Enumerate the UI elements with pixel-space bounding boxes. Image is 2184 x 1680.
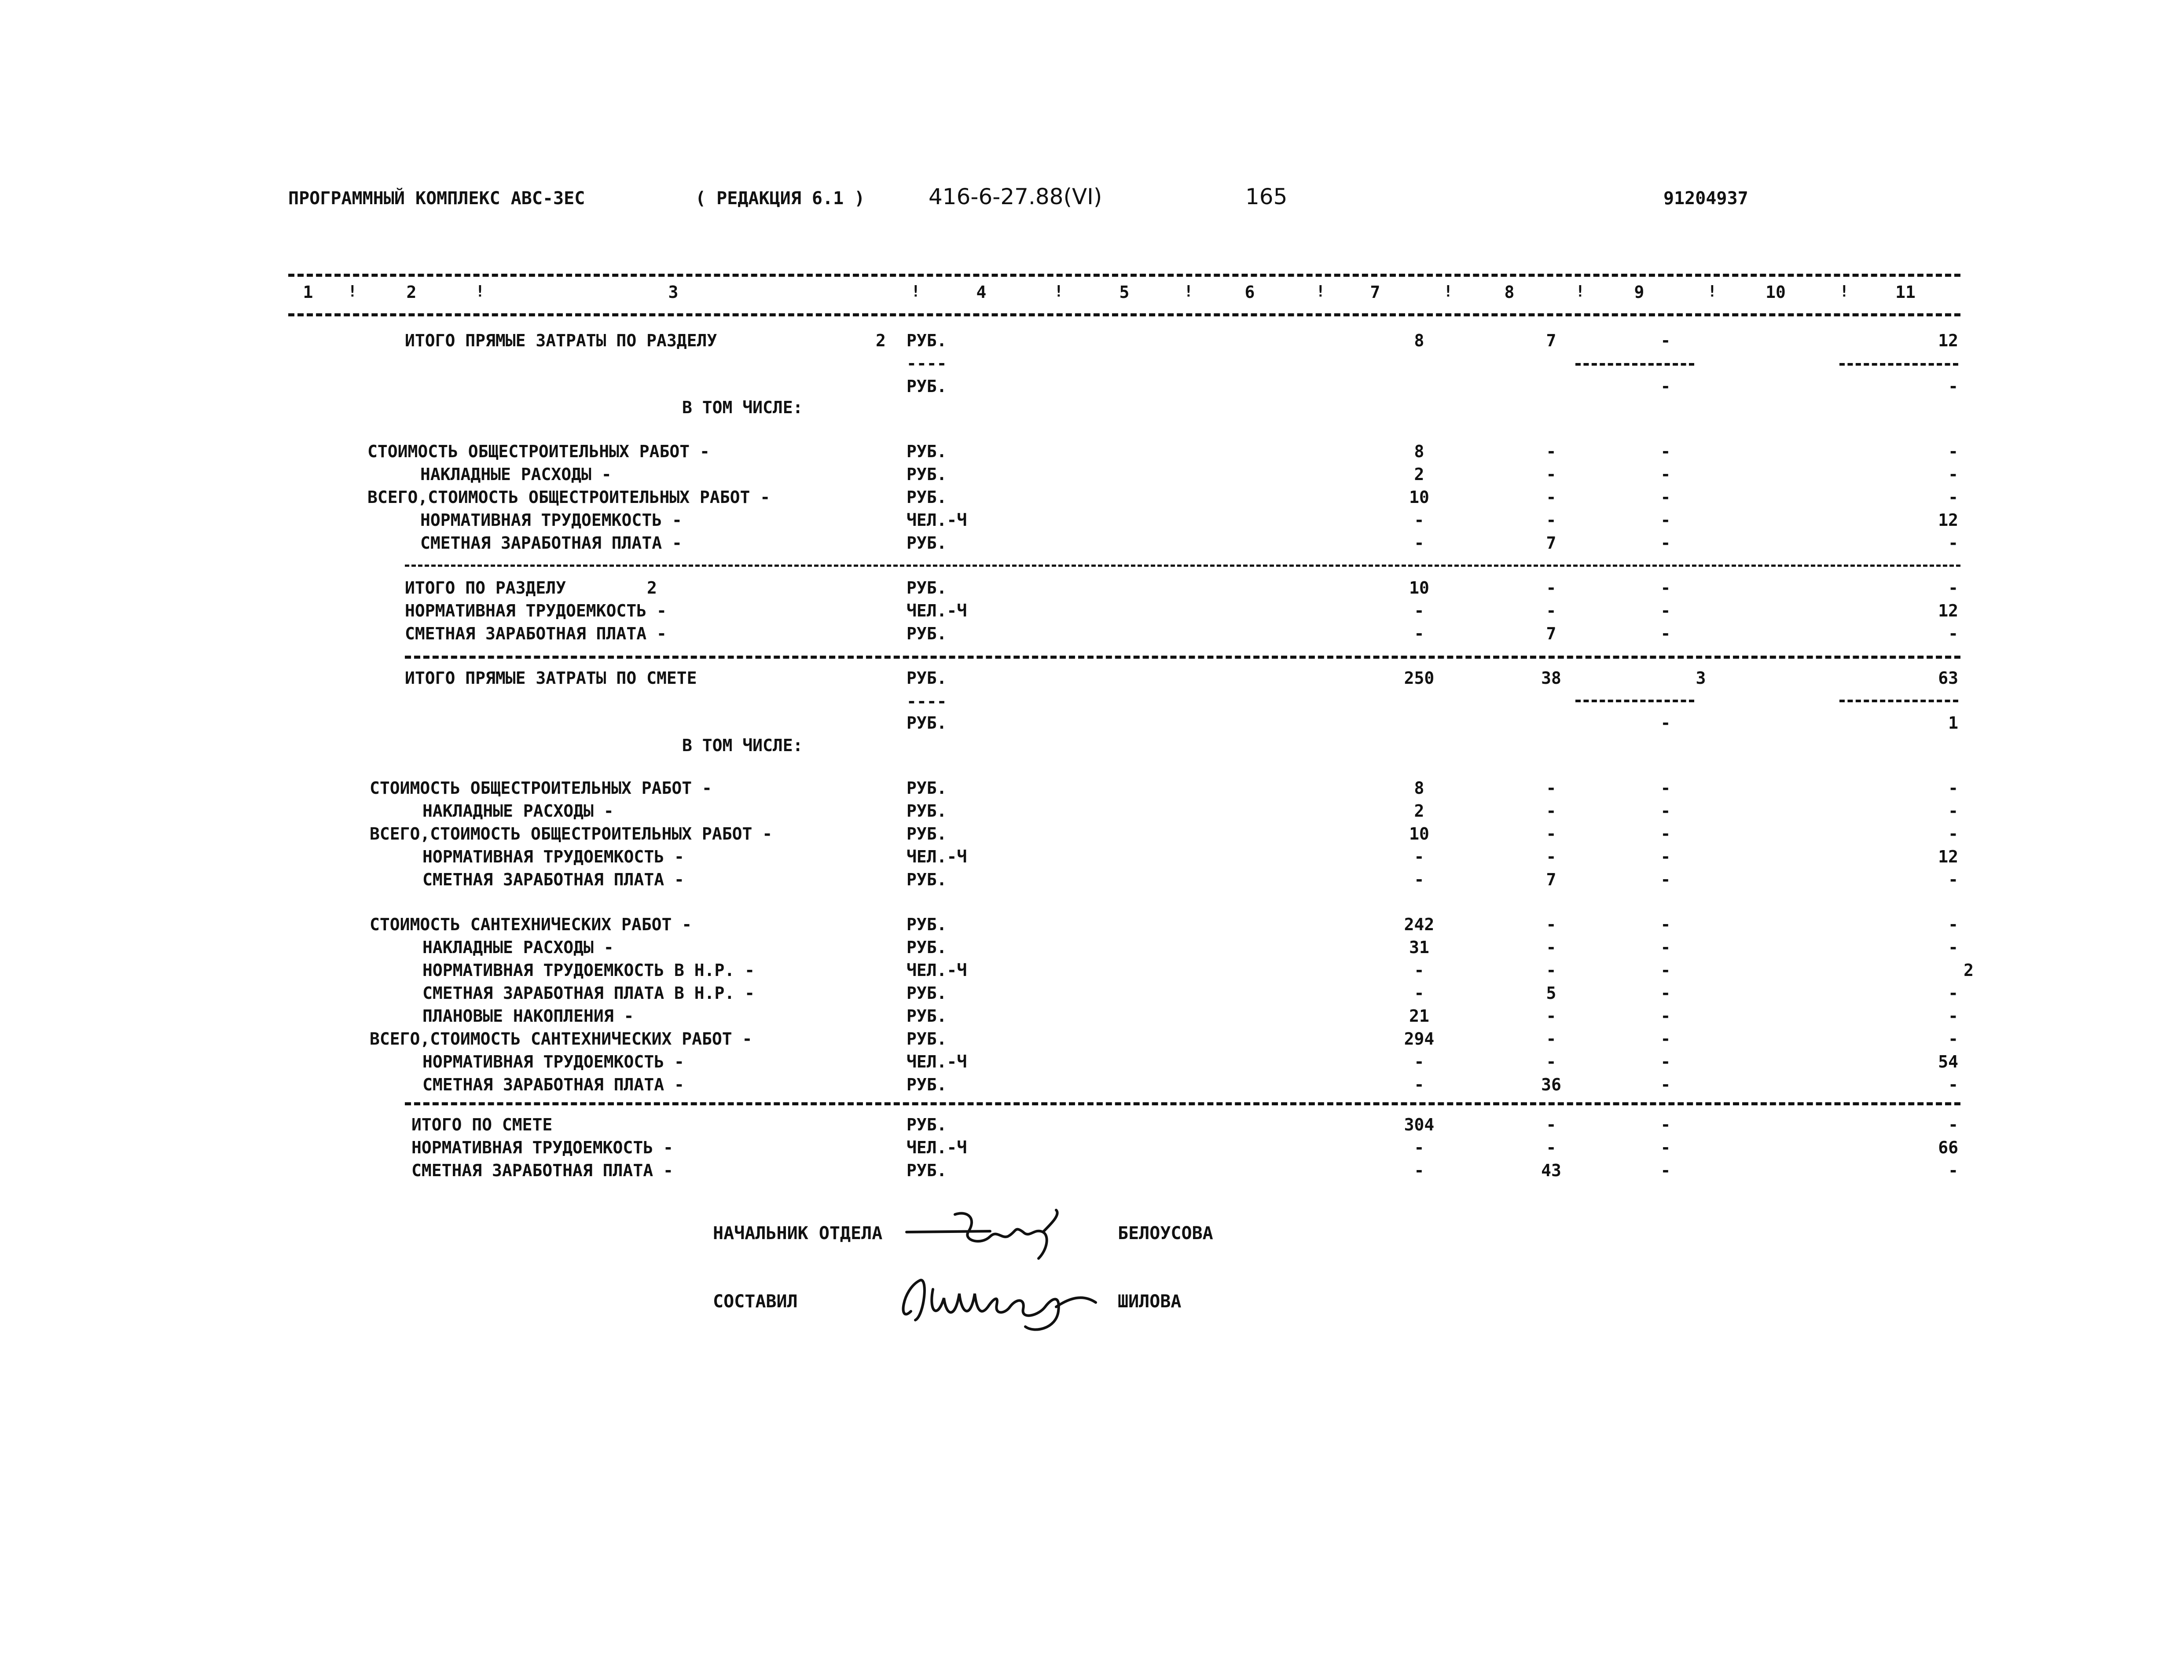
col9-value: - xyxy=(1660,870,1671,889)
col11-value: - xyxy=(1948,1029,1958,1049)
unit: РУБ. xyxy=(907,331,947,350)
row-label: НАКЛАДНЫЕ РАСХОДЫ - xyxy=(420,465,612,484)
col8-value: - xyxy=(1546,801,1556,821)
col9-value: - xyxy=(1660,465,1671,484)
col7-value: 10 xyxy=(1409,488,1429,507)
column-number: 8 xyxy=(1504,282,1515,302)
column-number: 7 xyxy=(1370,282,1380,302)
table-header-rule xyxy=(288,313,1960,316)
column-number: 4 xyxy=(976,282,987,302)
col7-value: 10 xyxy=(1409,824,1429,844)
col9-value: - xyxy=(1660,488,1671,507)
unit-dash: ---- xyxy=(907,692,947,711)
unit: РУБ. xyxy=(907,1029,947,1049)
unit: РУБ. xyxy=(907,713,947,733)
unit: РУБ. xyxy=(907,442,947,461)
col7-value: - xyxy=(1414,983,1424,1003)
col8-value: - xyxy=(1546,578,1556,598)
handwritten-signature xyxy=(893,1263,1122,1339)
col11-value: - xyxy=(1948,938,1958,957)
col9-value: - xyxy=(1660,713,1671,733)
col7-value: - xyxy=(1414,961,1424,980)
column-separator: ! xyxy=(911,282,921,301)
col9-value: - xyxy=(1660,578,1671,598)
column-number: 3 xyxy=(668,282,679,302)
col8-value: 7 xyxy=(1546,624,1556,643)
col11-value: - xyxy=(1948,824,1958,844)
unit-dash: ---- xyxy=(907,354,947,373)
col8-value: 5 xyxy=(1546,983,1556,1003)
unit: РУБ. xyxy=(907,533,947,553)
col8-value: 36 xyxy=(1541,1075,1561,1094)
col7-value: 8 xyxy=(1414,442,1424,461)
row-label: НОРМАТИВНАЯ ТРУДОЕМКОСТЬ В Н.Р. - xyxy=(422,961,755,980)
unit: РУБ. xyxy=(907,1161,947,1180)
row-label: ИТОГО ПРЯМЫЕ ЗАТРАТЫ ПО РАЗДЕЛУ xyxy=(405,331,717,350)
signature-name: ШИЛОВА xyxy=(1118,1291,1182,1312)
col8-value: - xyxy=(1546,824,1556,844)
row-label: НОРМАТИВНАЯ ТРУДОЕМКОСТЬ - xyxy=(411,1138,673,1157)
document-number: 91204937 xyxy=(1663,188,1748,209)
col7-value: - xyxy=(1414,1138,1424,1157)
section-number: 2 xyxy=(876,331,886,350)
col9-value: - xyxy=(1660,1161,1671,1180)
row-label: ИТОГО ПРЯМЫЕ ЗАТРАТЫ ПО СМЕТЕ xyxy=(405,668,697,688)
col8-value: 7 xyxy=(1546,870,1556,889)
column-separator: ! xyxy=(475,282,485,301)
col11-value: 54 xyxy=(1938,1052,1958,1071)
subtotal-underline xyxy=(1839,363,1958,366)
row-label: ВСЕГО,СТОИМОСТЬ ОБЩЕСТРОИТЕЛЬНЫХ РАБОТ - xyxy=(370,824,773,844)
signature-title: НАЧАЛЬНИК ОТДЕЛА xyxy=(713,1223,883,1243)
col9-value: - xyxy=(1660,601,1671,620)
col11-value: - xyxy=(1948,624,1958,643)
col8-value: - xyxy=(1546,778,1556,798)
unit: РУБ. xyxy=(907,668,947,688)
column-separator: ! xyxy=(1316,282,1325,301)
column-separator: ! xyxy=(1184,282,1193,301)
col7-value: 10 xyxy=(1409,578,1429,598)
col8-value: 43 xyxy=(1541,1161,1561,1180)
col11-value: 63 xyxy=(1938,668,1958,688)
col7-value: 31 xyxy=(1409,938,1429,957)
including-label: В ТОМ ЧИСЛЕ: xyxy=(682,398,803,417)
col8-value: 7 xyxy=(1546,331,1556,350)
subtotal-underline xyxy=(1575,363,1694,366)
col8-value: 7 xyxy=(1546,533,1556,553)
col9-value: - xyxy=(1660,915,1671,934)
row-label: ВСЕГО,СТОИМОСТЬ ОБЩЕСТРОИТЕЛЬНЫХ РАБОТ - xyxy=(367,488,771,507)
column-separator: ! xyxy=(1575,282,1585,301)
unit: РУБ. xyxy=(907,824,947,844)
row-label: НОРМАТИВНАЯ ТРУДОЕМКОСТЬ - xyxy=(422,1052,684,1071)
col7-value: - xyxy=(1414,510,1424,530)
col9-value: - xyxy=(1660,377,1671,396)
col11-value: - xyxy=(1948,377,1958,396)
signature-name: БЕЛОУСОВА xyxy=(1118,1223,1213,1243)
col8-value: - xyxy=(1546,510,1556,530)
col8-value: - xyxy=(1546,442,1556,461)
col7-value: 242 xyxy=(1404,915,1435,934)
col9-value: - xyxy=(1660,1115,1671,1134)
col7-value: 294 xyxy=(1404,1029,1435,1049)
col9-value: - xyxy=(1660,624,1671,643)
col11-value: - xyxy=(1948,870,1958,889)
unit: РУБ. xyxy=(907,938,947,957)
col7-value: - xyxy=(1414,1161,1424,1180)
column-separator: ! xyxy=(1054,282,1064,301)
column-number: 9 xyxy=(1634,282,1644,302)
col11-value: - xyxy=(1948,442,1958,461)
column-separator: ! xyxy=(1839,282,1849,301)
col7-value: 2 xyxy=(1414,801,1424,821)
col11-value: - xyxy=(1948,533,1958,553)
col9-value: - xyxy=(1660,1052,1671,1071)
col7-value: - xyxy=(1414,533,1424,553)
unit: РУБ. xyxy=(907,578,947,598)
col9-value: - xyxy=(1660,983,1671,1003)
section-divider xyxy=(405,565,1960,567)
unit: РУБ. xyxy=(907,915,947,934)
col11-value: 2 xyxy=(1964,961,1974,980)
col9-value: - xyxy=(1660,847,1671,866)
col11-value: - xyxy=(1948,1115,1958,1134)
unit: ЧЕЛ.-Ч xyxy=(907,1052,967,1071)
col9-value: - xyxy=(1660,1006,1671,1026)
unit: ЧЕЛ.-Ч xyxy=(907,601,967,620)
column-number: 10 xyxy=(1766,282,1786,302)
section-divider xyxy=(405,1102,1960,1105)
project-code: 416-6-27.88(VI) xyxy=(929,184,1102,209)
row-label: ИТОГО ПО СМЕТЕ xyxy=(411,1115,553,1134)
col7-value: 8 xyxy=(1414,778,1424,798)
col8-value: - xyxy=(1546,1052,1556,1071)
including-label: В ТОМ ЧИСЛЕ: xyxy=(682,736,803,755)
signature-title: СОСТАВИЛ xyxy=(713,1291,798,1312)
unit: РУБ. xyxy=(907,488,947,507)
col9-value: - xyxy=(1660,801,1671,821)
col11-value: - xyxy=(1948,801,1958,821)
col7-value: - xyxy=(1414,1052,1424,1071)
unit: РУБ. xyxy=(907,377,947,396)
unit: РУБ. xyxy=(907,801,947,821)
col11-value: - xyxy=(1948,578,1958,598)
col7-value: - xyxy=(1414,847,1424,866)
row-label: СМЕТНАЯ ЗАРАБОТНАЯ ПЛАТА - xyxy=(422,1075,684,1094)
col7-value: - xyxy=(1414,624,1424,643)
edition: ( РЕДАКЦИЯ 6.1 ) xyxy=(695,188,865,209)
col9-value: - xyxy=(1660,1029,1671,1049)
unit: РУБ. xyxy=(907,1075,947,1094)
column-separator: ! xyxy=(1707,282,1717,301)
col7-value: - xyxy=(1414,870,1424,889)
col9-value: - xyxy=(1660,331,1671,350)
row-label: ВСЕГО,СТОИМОСТЬ САНТЕХНИЧЕСКИХ РАБОТ - xyxy=(370,1029,752,1049)
unit: РУБ. xyxy=(907,983,947,1003)
col7-value: - xyxy=(1414,601,1424,620)
unit: ЧЕЛ.-Ч xyxy=(907,1138,967,1157)
row-label: СМЕТНАЯ ЗАРАБОТНАЯ ПЛАТА - xyxy=(411,1161,673,1180)
unit: ЧЕЛ.-Ч xyxy=(907,510,967,530)
col7-value: 250 xyxy=(1404,668,1435,688)
col11-value: 12 xyxy=(1938,510,1958,530)
row-label: НОРМАТИВНАЯ ТРУДОЕМКОСТЬ - xyxy=(405,601,667,620)
row-label: СМЕТНАЯ ЗАРАБОТНАЯ ПЛАТА В Н.Р. - xyxy=(422,983,755,1003)
col11-value: - xyxy=(1948,915,1958,934)
col11-value: - xyxy=(1948,465,1958,484)
col8-value: - xyxy=(1546,488,1556,507)
unit: РУБ. xyxy=(907,1006,947,1026)
row-label: СМЕТНАЯ ЗАРАБОТНАЯ ПЛАТА - xyxy=(420,533,682,553)
col7-value: - xyxy=(1414,1075,1424,1094)
subtotal-underline xyxy=(1839,700,1958,702)
col9-value: - xyxy=(1660,1075,1671,1094)
row-label: НАКЛАДНЫЕ РАСХОДЫ - xyxy=(422,801,614,821)
col7-value: 8 xyxy=(1414,331,1424,350)
col11-value: - xyxy=(1948,1075,1958,1094)
col8-value: - xyxy=(1546,1138,1556,1157)
col8-value: - xyxy=(1546,938,1556,957)
col9-value: - xyxy=(1660,1138,1671,1157)
col11-value: - xyxy=(1948,488,1958,507)
col11-value: - xyxy=(1948,1161,1958,1180)
unit: РУБ. xyxy=(907,1115,947,1134)
row-label: НОРМАТИВНАЯ ТРУДОЕМКОСТЬ - xyxy=(422,847,684,866)
col7-value: 2 xyxy=(1414,465,1424,484)
col8-value: 38 xyxy=(1541,668,1561,688)
col8-value: - xyxy=(1546,847,1556,866)
col11-value: 66 xyxy=(1938,1138,1958,1157)
column-number: 1 xyxy=(303,282,313,302)
column-number: 11 xyxy=(1895,282,1916,302)
col7-value: 304 xyxy=(1404,1115,1435,1134)
section-number: 2 xyxy=(647,578,657,598)
col9-value: - xyxy=(1660,961,1671,980)
section-divider xyxy=(405,656,1960,659)
col8-value: - xyxy=(1546,915,1556,934)
col11-value: 12 xyxy=(1938,847,1958,866)
unit: ЧЕЛ.-Ч xyxy=(907,847,967,866)
col8-value: - xyxy=(1546,961,1556,980)
col11-value: - xyxy=(1948,778,1958,798)
row-label: СМЕТНАЯ ЗАРАБОТНАЯ ПЛАТА - xyxy=(405,624,667,643)
table-top-rule xyxy=(288,274,1960,277)
col9-value: - xyxy=(1660,442,1671,461)
col8-value: - xyxy=(1546,1006,1556,1026)
column-number: 5 xyxy=(1119,282,1130,302)
column-separator: ! xyxy=(1443,282,1453,301)
row-label: НАКЛАДНЫЕ РАСХОДЫ - xyxy=(422,938,614,957)
subtotal-underline xyxy=(1575,700,1694,702)
program-name: ПРОГРАММНЫЙ КОМПЛЕКС АВС-3ЕС xyxy=(288,188,585,209)
col9-value: 3 xyxy=(1696,668,1706,688)
column-separator: ! xyxy=(348,282,357,301)
col8-value: - xyxy=(1546,1029,1556,1049)
col9-value: - xyxy=(1660,778,1671,798)
row-label: СТОИМОСТЬ САНТЕХНИЧЕСКИХ РАБОТ - xyxy=(370,915,692,934)
col9-value: - xyxy=(1660,824,1671,844)
handwritten-signature xyxy=(902,1197,1122,1265)
unit: РУБ. xyxy=(907,778,947,798)
row-label: СТОИМОСТЬ ОБЩЕСТРОИТЕЛЬНЫХ РАБОТ - xyxy=(367,442,710,461)
unit: ЧЕЛ.-Ч xyxy=(907,961,967,980)
col11-value: 12 xyxy=(1938,331,1958,350)
unit: РУБ. xyxy=(907,465,947,484)
col8-value: - xyxy=(1546,465,1556,484)
column-number: 2 xyxy=(406,282,417,302)
col11-value: 12 xyxy=(1938,601,1958,620)
unit: РУБ. xyxy=(907,624,947,643)
col9-value: - xyxy=(1660,510,1671,530)
column-number: 6 xyxy=(1244,282,1255,302)
col11-value: 1 xyxy=(1948,713,1958,733)
col9-value: - xyxy=(1660,938,1671,957)
row-label: НОРМАТИВНАЯ ТРУДОЕМКОСТЬ - xyxy=(420,510,682,530)
col8-value: - xyxy=(1546,1115,1556,1134)
row-label: СТОИМОСТЬ ОБЩЕСТРОИТЕЛЬНЫХ РАБОТ - xyxy=(370,778,712,798)
col11-value: - xyxy=(1948,1006,1958,1026)
row-label: СМЕТНАЯ ЗАРАБОТНАЯ ПЛАТА - xyxy=(422,870,684,889)
row-label: ПЛАНОВЫЕ НАКОПЛЕНИЯ - xyxy=(422,1006,634,1026)
unit: РУБ. xyxy=(907,870,947,889)
row-label: ИТОГО ПО РАЗДЕЛУ xyxy=(405,578,566,598)
col9-value: - xyxy=(1660,533,1671,553)
col11-value: - xyxy=(1948,983,1958,1003)
col7-value: 21 xyxy=(1409,1006,1429,1026)
page-number: 165 xyxy=(1245,184,1288,209)
col8-value: - xyxy=(1546,601,1556,620)
